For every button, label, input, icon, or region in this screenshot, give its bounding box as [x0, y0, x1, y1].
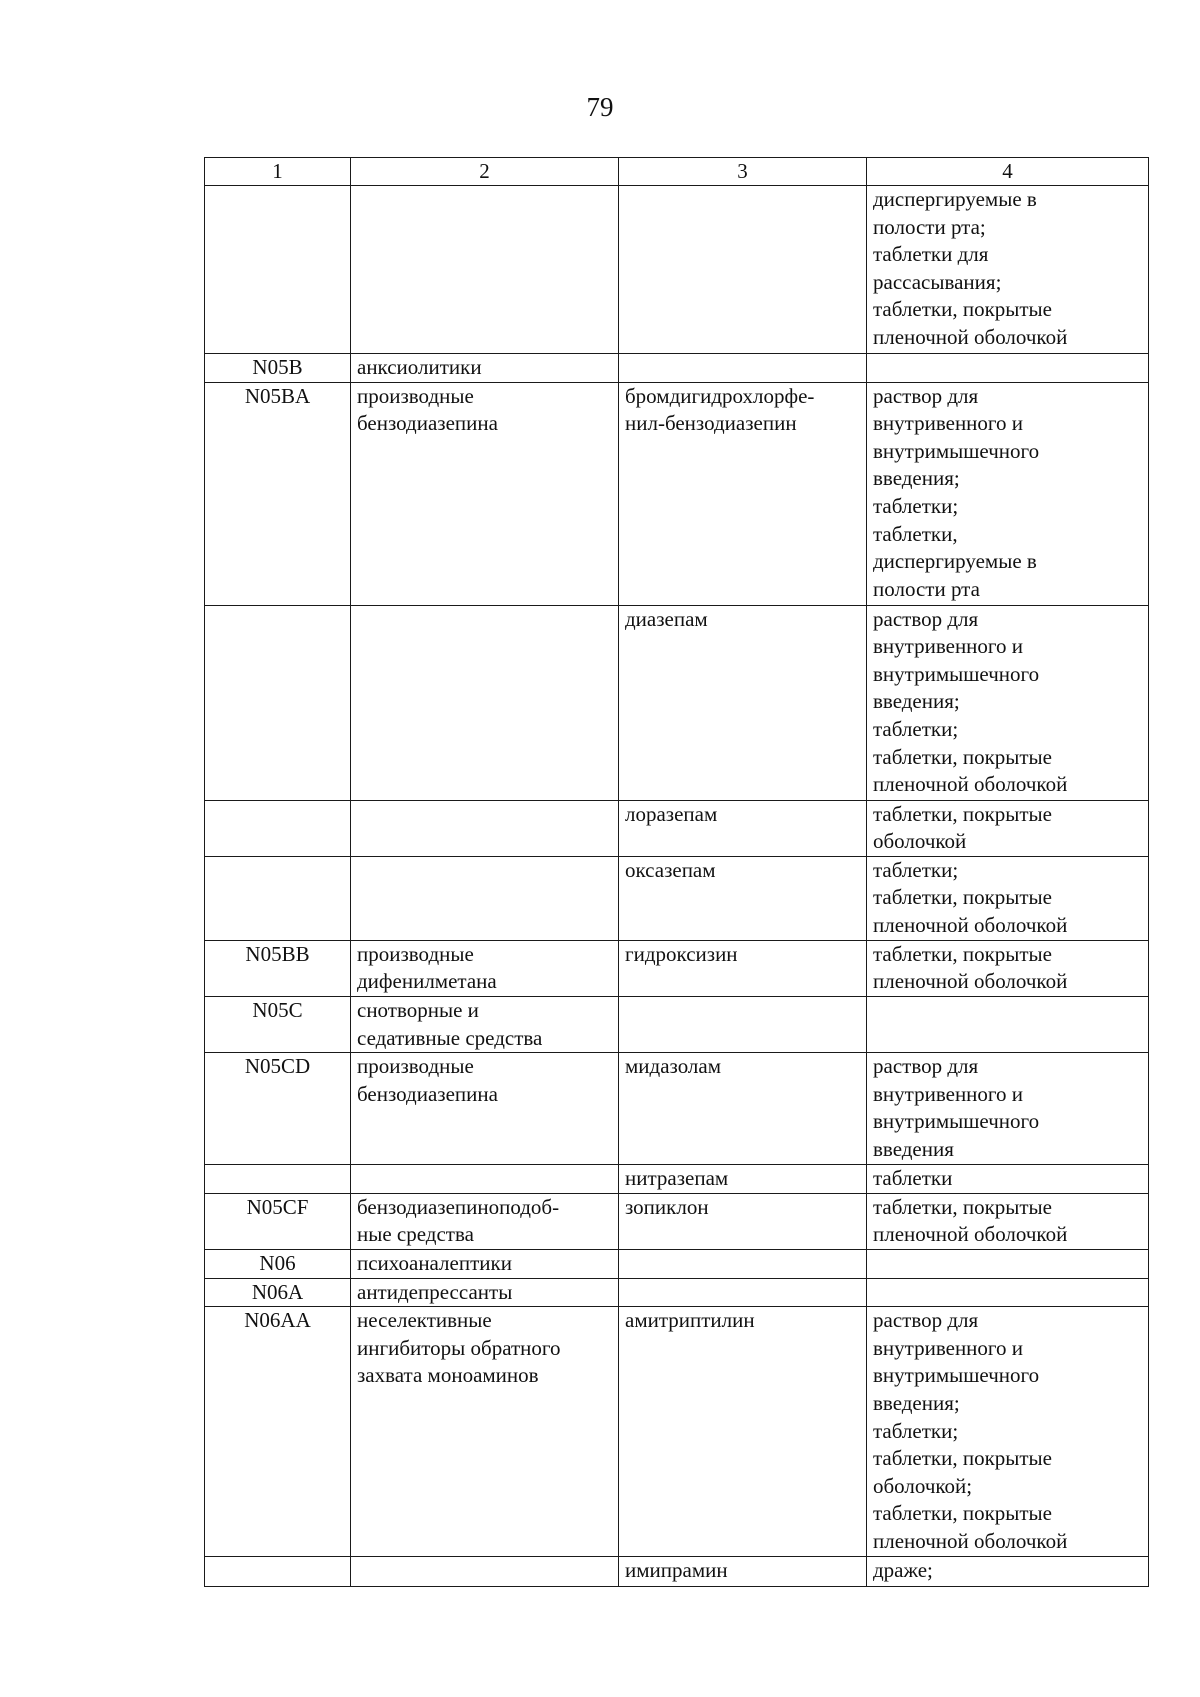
group-text-line: седативные средства	[357, 1025, 543, 1050]
form-text-line: полости рта;	[873, 214, 986, 239]
form-cell	[867, 1278, 1149, 1307]
form-text-line: раствор для	[873, 1054, 979, 1079]
form-text-line: таблетки, покрытые	[873, 744, 1052, 769]
group-text-line: бензодиазепина	[357, 1081, 498, 1106]
form-text-line: таблетки;	[873, 1418, 959, 1443]
code-cell	[205, 800, 351, 856]
drug-text-line: бромдигидрохлорфе-	[625, 383, 815, 408]
form-text-line: оболочкой	[873, 829, 967, 854]
form-text-line: введения;	[873, 466, 960, 491]
table-header-row	[205, 158, 1149, 186]
form-text-line: раствор для	[873, 1308, 979, 1333]
table-row	[205, 354, 1149, 383]
form-cell	[867, 1249, 1149, 1278]
group-text-line: дифенилметана	[357, 969, 497, 994]
form-text-line: таблетки;	[873, 857, 959, 882]
form-text-line: внутримышечного	[873, 1109, 1040, 1134]
code-cell	[205, 605, 351, 800]
atc-code: N05C	[252, 997, 303, 1022]
table-row	[205, 940, 1149, 996]
drug-cell	[619, 1193, 867, 1249]
form-text-line: пленочной оболочкой	[873, 1528, 1068, 1553]
form-cell	[867, 605, 1149, 800]
form-cell	[867, 856, 1149, 940]
form-text-line: раствор для	[873, 383, 979, 408]
code-cell	[205, 1307, 351, 1557]
drug-list-table	[204, 157, 1149, 1587]
table-row	[205, 800, 1149, 856]
form-text-line: полости рта	[873, 576, 980, 601]
form-text-line: таблетки, покрытые	[873, 941, 1052, 966]
form-cell	[867, 1193, 1149, 1249]
group-cell	[351, 800, 619, 856]
form-text-line: таблетки, покрытые	[873, 801, 1052, 826]
drug-cell	[619, 1165, 867, 1194]
group-text-line: бензодиазепина	[357, 411, 498, 436]
code-cell	[205, 1165, 351, 1194]
drug-cell	[619, 1307, 867, 1557]
group-cell	[351, 1249, 619, 1278]
form-text-line: пленочной оболочкой	[873, 969, 1068, 994]
form-text-line: оболочкой;	[873, 1473, 973, 1498]
group-text-line: захвата моноаминов	[357, 1363, 539, 1388]
group-text-line: антидепрессанты	[357, 1279, 513, 1304]
code-cell	[205, 1053, 351, 1165]
code-cell	[205, 940, 351, 996]
form-text-line: диспергируемые в	[873, 187, 1037, 211]
atc-code: N05BA	[244, 383, 311, 408]
form-text-line: внутривенного и	[873, 411, 1023, 436]
atc-code: N06AA	[244, 1308, 311, 1333]
header-col-2: 2	[351, 158, 619, 186]
group-cell	[351, 940, 619, 996]
table-row	[205, 1307, 1149, 1557]
drug-cell	[619, 605, 867, 800]
drug-cell	[619, 856, 867, 940]
code-cell	[205, 856, 351, 940]
form-text-line: пленочной оболочкой	[873, 772, 1068, 797]
code-cell	[205, 996, 351, 1052]
code-cell	[205, 1557, 351, 1587]
drug-text-line: мидазолам	[625, 1054, 722, 1079]
group-text-line: производные	[357, 1054, 474, 1079]
table-row	[205, 996, 1149, 1052]
group-cell	[351, 605, 619, 800]
form-text-line: таблетки	[873, 1166, 953, 1191]
form-text-line: внутримышечного	[873, 1363, 1040, 1388]
drug-text-line: амитриптилин	[625, 1308, 755, 1333]
drug-cell	[619, 1249, 867, 1278]
table-row	[205, 1193, 1149, 1249]
group-cell	[351, 856, 619, 940]
form-text-line: таблетки, покрытые	[873, 885, 1052, 910]
form-text-line: рассасывания;	[873, 269, 1002, 294]
form-text-line: внутримышечного	[873, 661, 1040, 686]
table-row	[205, 605, 1149, 800]
form-cell	[867, 354, 1149, 383]
group-text-line: производные	[357, 383, 474, 408]
table-row	[205, 1053, 1149, 1165]
drug-cell	[619, 1278, 867, 1307]
form-text-line: внутривенного и	[873, 1335, 1023, 1360]
table-row	[205, 1165, 1149, 1194]
form-text-line: диспергируемые в	[873, 549, 1037, 574]
atc-code: N05BB	[245, 941, 310, 966]
table-row	[205, 186, 1149, 354]
table-row	[205, 382, 1149, 605]
form-text-line: введения;	[873, 1390, 960, 1415]
atc-code: N06	[259, 1250, 296, 1275]
header-col-1: 1	[205, 158, 351, 186]
form-text-line: таблетки,	[873, 521, 958, 546]
group-text-line: психоаналептики	[357, 1250, 512, 1275]
form-text-line: таблетки для	[873, 242, 989, 267]
code-cell	[205, 382, 351, 605]
drug-cell	[619, 382, 867, 605]
header-col-3: 3	[619, 158, 867, 186]
form-cell	[867, 940, 1149, 996]
group-cell	[351, 1193, 619, 1249]
code-cell	[205, 354, 351, 383]
form-text-line: драже;	[873, 1558, 933, 1583]
atc-code: N05B	[252, 355, 303, 379]
group-text-line: ингибиторы обратного	[357, 1335, 561, 1360]
drug-text-line: имипрамин	[625, 1558, 728, 1583]
form-text-line: таблетки, покрытые	[873, 297, 1052, 322]
form-cell	[867, 1053, 1149, 1165]
group-cell	[351, 382, 619, 605]
group-cell	[351, 354, 619, 383]
drug-cell	[619, 186, 867, 354]
drug-text-line: гидроксизин	[625, 941, 738, 966]
form-text-line: таблетки, покрытые	[873, 1446, 1052, 1471]
drug-cell	[619, 354, 867, 383]
page-number: 79	[586, 92, 614, 122]
group-cell	[351, 1165, 619, 1194]
group-cell	[351, 996, 619, 1052]
table-row	[205, 1557, 1149, 1587]
drug-cell	[619, 1557, 867, 1587]
form-text-line: раствор для	[873, 606, 979, 631]
group-text-line: ные средства	[357, 1222, 474, 1247]
code-cell	[205, 1249, 351, 1278]
drug-text-line: зопиклон	[625, 1194, 709, 1219]
drug-text-line: нил-бензодиазепин	[625, 411, 797, 436]
group-cell	[351, 186, 619, 354]
drug-text-line: нитразепам	[625, 1166, 729, 1191]
table-row	[205, 1278, 1149, 1307]
form-text-line: таблетки;	[873, 716, 959, 741]
form-text-line: таблетки;	[873, 493, 959, 518]
form-text-line: внутримышечного	[873, 438, 1040, 463]
group-text-line: неселективные	[357, 1308, 492, 1333]
form-text-line: внутривенного и	[873, 634, 1023, 659]
form-text-line: введения	[873, 1136, 954, 1161]
drug-cell	[619, 996, 867, 1052]
form-text-line: таблетки, покрытые	[873, 1501, 1052, 1526]
form-cell	[867, 1557, 1149, 1587]
form-cell	[867, 1307, 1149, 1557]
drug-text-line: лоразепам	[625, 801, 718, 826]
code-cell	[205, 186, 351, 354]
drug-cell	[619, 800, 867, 856]
drug-cell	[619, 940, 867, 996]
drug-text-line: оксазепам	[625, 857, 716, 882]
form-cell	[867, 382, 1149, 605]
form-cell	[867, 1165, 1149, 1194]
form-cell	[867, 186, 1149, 354]
group-text-line: снотворные и	[357, 997, 479, 1022]
form-text-line: введения;	[873, 689, 960, 714]
code-cell	[205, 1278, 351, 1307]
form-cell	[867, 800, 1149, 856]
group-cell	[351, 1053, 619, 1165]
drug-cell	[619, 1053, 867, 1165]
atc-code: N05CD	[244, 1054, 311, 1079]
table-row	[205, 856, 1149, 940]
atc-code: N05CF	[246, 1194, 309, 1219]
form-text-line: внутривенного и	[873, 1081, 1023, 1106]
form-text-line: пленочной оболочкой	[873, 912, 1068, 937]
group-cell	[351, 1307, 619, 1557]
table-row	[205, 1249, 1149, 1278]
group-cell	[351, 1557, 619, 1587]
code-cell	[205, 1193, 351, 1249]
atc-code: N06A	[251, 1279, 304, 1304]
drug-text-line: диазепам	[625, 606, 708, 631]
header-col-4: 4	[867, 158, 1149, 186]
group-text-line: анксиолитики	[357, 355, 482, 379]
form-cell	[867, 996, 1149, 1052]
group-cell	[351, 1278, 619, 1307]
form-text-line: пленочной оболочкой	[873, 324, 1068, 349]
group-text-line: бензодиазепиноподоб-	[357, 1194, 560, 1219]
group-text-line: производные	[357, 941, 474, 966]
form-text-line: таблетки, покрытые	[873, 1194, 1052, 1219]
form-text-line: пленочной оболочкой	[873, 1222, 1068, 1247]
